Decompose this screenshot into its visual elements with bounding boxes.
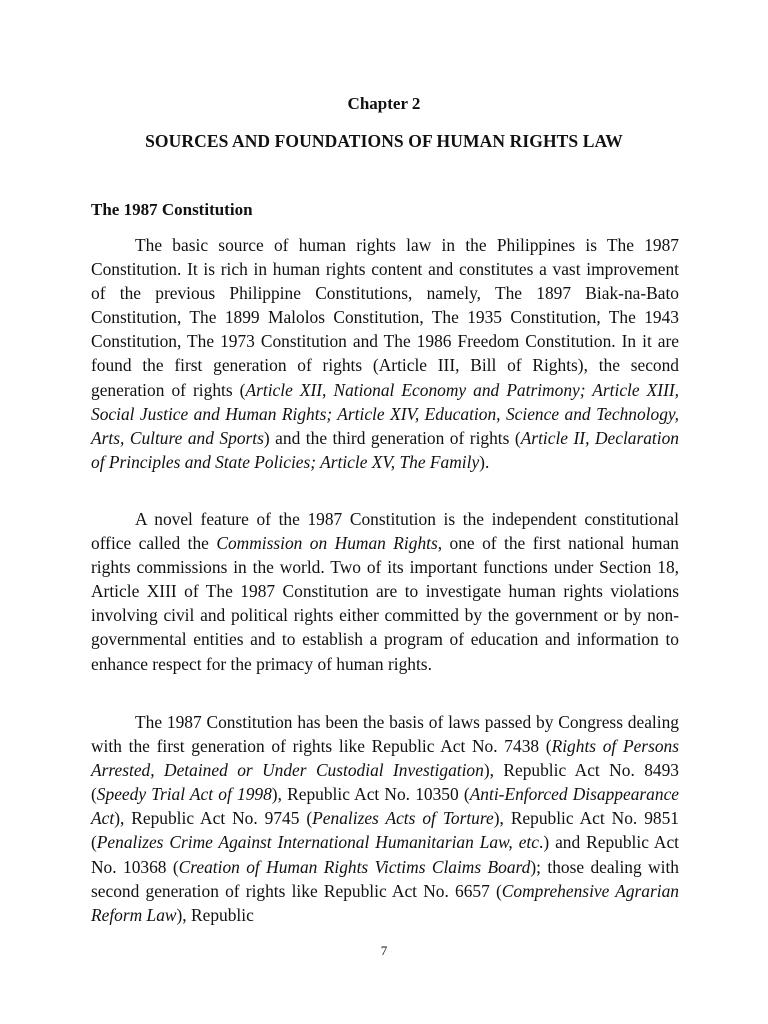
paragraph-text: The 1987 Constitution has been the basis of laws passed by Congress dealing with the first generation of rights like Republic Act No. 7438 (Rights of Persons Arrested, Detained or Under Custodial Investigation), Republic Act No. 8493 (Speedy Trial Act of 1998), Republic Act No. 10350 (Anti-Enforced Disappearance Act), Republic Act No. 9745 (Penalizes Acts of Torture), Republic Act No. 9851 (Penalizes Crime Against International Humanitarian Law, etc.) and Republic Act No. 10368 (Creation of Human Rights Victims Claims Board); those dealing with second generation of rights like Republic Act No. 6657 (Comprehensive Agrarian Reform Law), Republic bbox=[91, 712, 680, 925]
italic-text: Anti-Enforced Disappearance Act bbox=[91, 784, 680, 829]
italic-text: Comprehensive Agrarian Reform Law bbox=[91, 880, 679, 925]
chapter-label: Chapter 2 bbox=[347, 94, 421, 113]
paragraph-text: The basic source of human rights law in the Philippines is The 1987 Constitution. It is rich in human rights content and constitutes a vast improvement of the previous Philippine Constitutions, namely, The 1897 Biak-na-Bato Constitution, The 1899 Malolos Constitution, The 1935 Constitution, The 1943 Constitution, The 1973 Constitution and The 1986 Freedom Constitution. In it are found the first generation of rights (Article III, Bill of Rights), the second generation of rights (Article XII, National Economy and Patrimony; Article XIII, Social Justice and Human Rights; Article XIV, Education, Science and Technology, Arts, Culture and Sports) and the third generation of rights (Article II, Declaration of Principles and State Policies; Article XV, The Family). bbox=[91, 235, 679, 472]
italic-text: Penalizes Acts of Torture bbox=[312, 808, 494, 829]
body-paragraph-2 bbox=[91, 507, 679, 676]
body-paragraph-3 bbox=[91, 710, 679, 927]
body-paragraph-1 bbox=[91, 233, 679, 474]
italic-text: Rights of Persons Arrested, Detained or Under Custodial Investigation bbox=[91, 736, 680, 781]
paragraph-text: A novel feature of the 1987 Constitution is the independent constitutional office called the Commission on Human Rights, one of the first national human rights commissions in the world. Two of its important functions under Section 18, Article XIII of The 1987 Constitution are to investigate human rights violations involving civil and political rights either committed by the government or by non-governmental entities and to establish a program of education and information to enhance respect for the primacy of human rights. bbox=[91, 509, 679, 674]
italic-text: Commission on Human Rights bbox=[216, 533, 438, 554]
italic-text: Article II, Declaration of Principles and State Policies; Article XV, The Family bbox=[91, 427, 679, 472]
italic-text: Creation of Human Rights Victims Claims Board bbox=[178, 856, 531, 877]
italic-text: Speedy Trial Act of 1998 bbox=[96, 784, 272, 805]
italic-text: Article XII, National Economy and Patrimony; Article XIII, Social Justice and Human Rights; Article XIV, Education, Science and Technology, Arts, Culture and Sports bbox=[91, 379, 679, 448]
chapter-title: SOURCES AND FOUNDATIONS OF HUMAN RIGHTS LAW bbox=[145, 131, 623, 151]
section-heading: The 1987 Constitution bbox=[91, 200, 253, 219]
page-number: 7 bbox=[380, 943, 388, 958]
italic-text: Penalizes Crime Against International Humanitarian Law, etc bbox=[96, 832, 539, 853]
